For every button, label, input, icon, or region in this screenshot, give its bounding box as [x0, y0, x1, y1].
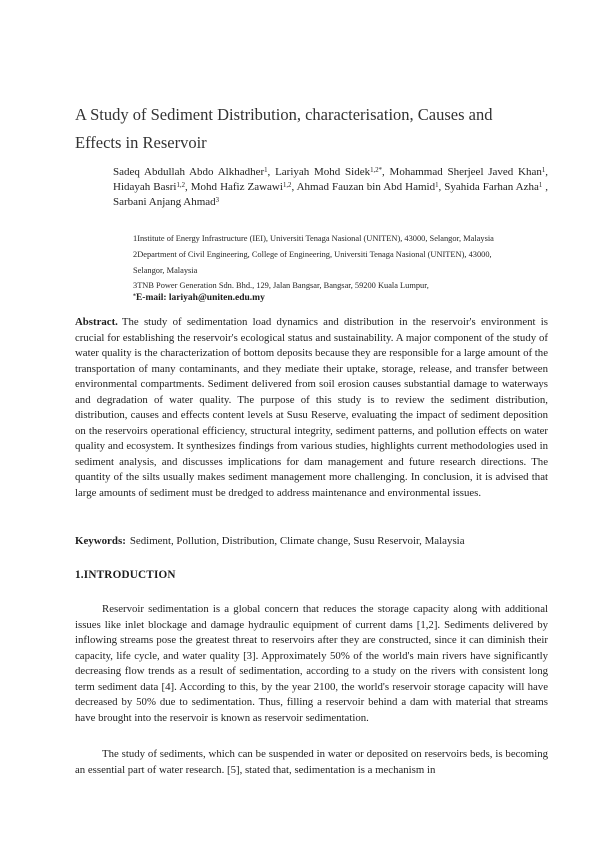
- author-name: Lariyah Mohd Sidek: [275, 166, 371, 178]
- author-name: Mohammad Sherjeel Javed Khan: [389, 166, 542, 178]
- author-affiliation-superscript: 1: [538, 182, 543, 190]
- affiliation-line: 2Department of Civil Engineering, College of Engineering, Universiti Tenaga Nasional (UNITEN), 43000,: [133, 249, 492, 259]
- email-asterisk: *: [133, 293, 136, 300]
- abstract-label: Abstract.: [75, 316, 118, 328]
- author-affiliation-superscript: 1: [264, 167, 268, 175]
- abstract-paragraph: [75, 315, 548, 501]
- author-affiliation-superscript: 3: [215, 197, 220, 205]
- email-text: E-mail: lariyah@uniten.edu.my: [135, 293, 265, 303]
- paper-title-line-1: A Study of Sediment Distribution, characterisation, Causes and: [75, 105, 493, 124]
- section-heading-introduction: 1.INTRODUCTION: [75, 569, 176, 581]
- keywords-label: Keywords:: [75, 535, 126, 547]
- abstract-text: The study of sedimentation load dynamics and distribution in the reservoir's environment is crucial for establishing the reservoir's ecological status and sustainability. A major component of the study of water quality is the characterization of bottom deposits because they are responsible for a large amount of the transportation of many contaminants, and they mediate their uptake, storage, release, and transfer between environmental compartments. Sediment delivered from soil erosion causes substantial damage to waterways and degradation of water quality. The purpose of this study is to review the sediment distribution, distribution, causes and effects content levels at Susu Reserve, evaluating the impact of sediment deposition on the reservoirs operational efficiency, structural integrity, sediment patterns, and pollution effects on water quality and ecosystem. It synthesizes findings from various studies, highlights current methodologies used in sediment analysis, and discusses implications for dam management and future research directions. The quantity of the silts usually makes sediment management more challenging. In conclusion, it is advised that large amounts of sediment must be dredged to address maintenance and environmental issues.: [75, 316, 548, 499]
- affiliation-line: Selangor, Malaysia: [133, 265, 198, 275]
- author-affiliation-superscript: 1: [435, 182, 439, 190]
- author-name: Ahmad Fauzan bin Abd Hamid: [296, 181, 436, 194]
- affiliations: [133, 231, 494, 294]
- author-name: Mohd Hafiz Zawawi: [190, 181, 283, 194]
- intro-paragraph-2: The study of sediments, which can be suspended in water or deposited on reservoirs beds, is becoming an essential part of water research. [5], stated that, sedimentation is a mechanism in: [75, 748, 548, 776]
- paper-title: [75, 101, 555, 157]
- author-affiliation-superscript: 1,2: [176, 182, 186, 190]
- keywords-text: Sediment, Pollution, Distribution, Climate change, Susu Reservoir, Malaysia: [129, 535, 465, 547]
- affiliation-line: 1Institute of Energy Infrastructure (IEI), Universiti Tenaga Nasional (UNITEN), 43000, Selangor, Malaysia: [133, 234, 494, 243]
- keywords-line: [75, 535, 548, 547]
- paper-title-line-2: Effects in Reservoir: [75, 133, 207, 152]
- affiliation-line: 3TNB Power Generation Sdn. Bhd., 129, Jalan Bangsar, Bangsar, 59200 Kuala Lumpur,: [133, 281, 429, 291]
- author-name: Hidayah Basri: [113, 181, 177, 194]
- author-list: Sadeq Abdullah Abdo Alkhadher$^1$, Lariyah Mohd Sidek$^{1,2*}$, Mohammad Sherjeel Javed Khan$^1$, Hidayah Basri$^{1,2}$, Mohd Hafiz Zawawi$^{1,2}$, Ahmad Fauzan bin Abd Hamid$^1$, Syahida Farhan Azha$^1$ , Sarbani Anjang Ahmad$^3$: [113, 166, 549, 209]
- author-affiliation-superscript: 1,2: [282, 182, 292, 190]
- author-name: Syahida Farhan Azha: [444, 181, 539, 194]
- author-affiliation-superscript: 1,2*: [370, 167, 383, 175]
- author-affiliation-superscript: 1: [541, 167, 546, 175]
- intro-paragraph-1: Reservoir sedimentation is a global concern that reduces the storage capacity along with additional issues like inlet blockage and damage hydraulic equipment of current dams [1,2]. Sediments delivered by inflowing streams pose the greatest threat to reservoirs after they are constructed, since it can diminish their capacity, life cycle, and water quality [3]. Approximately 50% of the world's main rivers have significantly decreasing flow trends as a result of sedimentation, according to a study on the rivers with consistent long term sediment data [4]. According to this, by the year 2100, the world's reservoir storage capacity will have decreased by 50% due to sedimentation. Thus, filling a reservoir behind a dam with material that streams have brought into the reservoir is known as reservoir sedimentation.: [75, 603, 548, 724]
- author-name: Sarbani Anjang Ahmad: [113, 196, 216, 209]
- author-name: Sadeq Abdullah Abdo Alkhadher: [113, 166, 265, 178]
- corresponding-email: [133, 293, 265, 303]
